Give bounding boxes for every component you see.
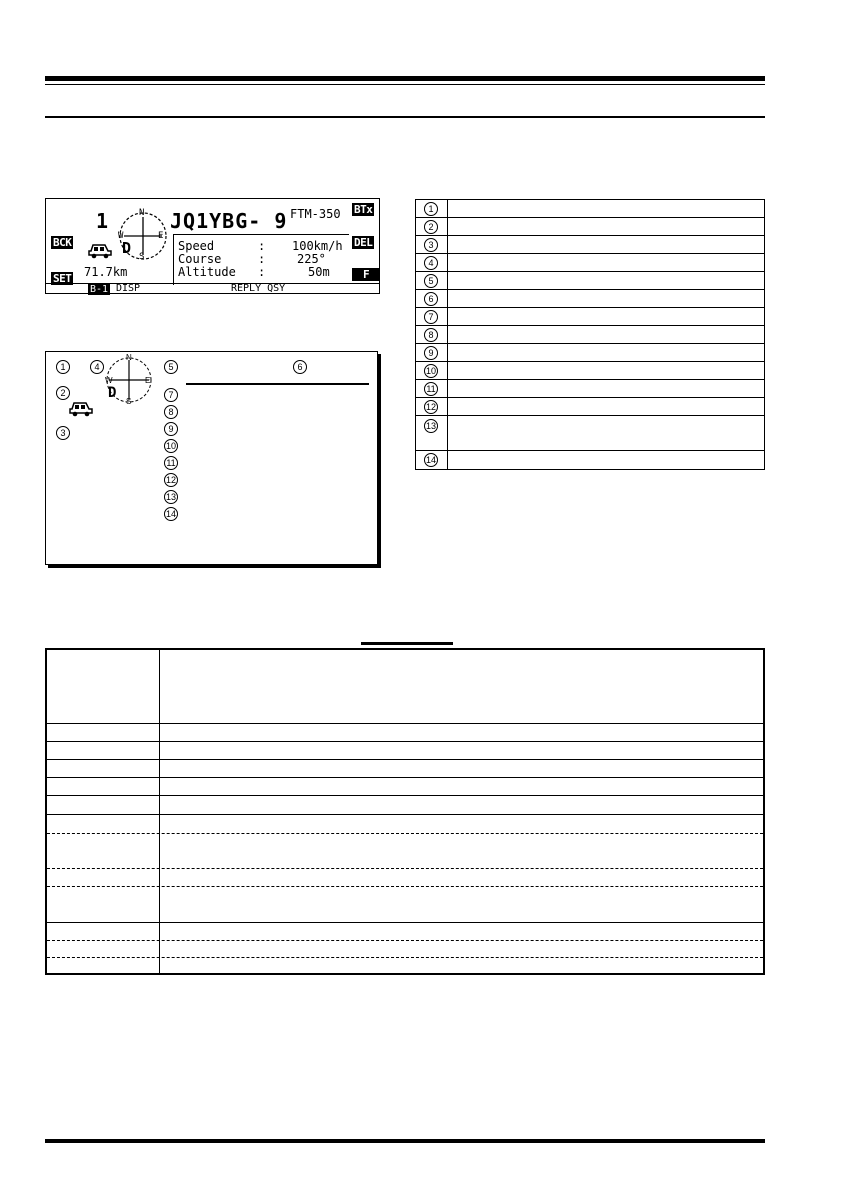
callsign: JQ1YBG- 9: [170, 209, 288, 233]
speed-label: Speed: [178, 239, 215, 253]
legend-number-11: 11: [424, 382, 438, 396]
legend-number-8: 8: [424, 328, 438, 342]
legend-number-7: 7: [424, 310, 438, 324]
section-rule: [45, 116, 765, 118]
diagram-marker-11: 11: [164, 456, 178, 470]
diagram-marker-9: 9: [164, 422, 178, 436]
table-row-line: [47, 922, 763, 923]
diagram-marker-2: 2: [56, 386, 70, 400]
legend-number-5: 5: [424, 274, 438, 288]
diagram-marker-5: 5: [164, 360, 178, 374]
distance: 71.7km: [84, 265, 128, 279]
legend-row: [416, 451, 764, 469]
table-row-dashed-line: [47, 886, 763, 887]
altitude-sep: :: [258, 265, 266, 279]
legend-number-1: 1: [424, 202, 438, 216]
legend-number-13: 13: [425, 421, 436, 431]
table-row-line: [47, 723, 763, 724]
diagram-compass-n: N: [126, 353, 132, 362]
table-column-divider: [159, 650, 160, 973]
legend-number-6: 6: [424, 292, 438, 306]
f-key[interactable]: F: [352, 268, 380, 281]
course-value: 225°: [297, 252, 326, 266]
page-chip[interactable]: B-1: [90, 284, 109, 295]
legend-row: [416, 380, 764, 398]
bck-key[interactable]: BCK: [53, 236, 72, 249]
diagram-compass-e: E: [145, 376, 151, 385]
footer-rule: [45, 1139, 765, 1143]
reply-qsy-softkey[interactable]: REPLY QSY: [231, 283, 286, 294]
diagram-marker-14: 14: [165, 509, 176, 519]
compass-n: N: [139, 208, 145, 218]
legend-row: [416, 254, 764, 272]
legend-row: [416, 362, 764, 380]
car-icon: [69, 401, 93, 417]
speed-sep: :: [258, 239, 266, 253]
table-row-line: [47, 777, 763, 778]
diagram-compass-s: S: [126, 397, 132, 406]
diagram-marker-3: 3: [56, 426, 70, 440]
legend-row: [416, 344, 764, 362]
diagram-d-mark: D: [108, 385, 117, 401]
speed-value: 100km/h: [292, 239, 343, 253]
compass-w: W: [118, 231, 124, 241]
legend-row: [416, 326, 764, 344]
table-row-dashed-line: [47, 940, 763, 941]
disp-softkey[interactable]: DISP: [116, 283, 141, 294]
altitude-value: 50m: [308, 265, 330, 279]
table-row-dashed-line: [47, 868, 763, 869]
legend-table: [415, 199, 765, 470]
info-panel: [173, 234, 349, 285]
header-rule-thin: [45, 84, 765, 85]
legend-row: [416, 290, 764, 308]
legend-row: [416, 308, 764, 326]
diagram-marker-1: 1: [56, 360, 70, 374]
table-row-dashed-line: [47, 833, 763, 834]
legend-row: [416, 200, 764, 218]
legend-number-10: 10: [425, 366, 436, 376]
d-mark: D: [122, 239, 132, 257]
header-rule-thick: [45, 76, 765, 81]
model-name: FTM-350: [290, 207, 341, 221]
legend-row: [416, 236, 764, 254]
table-row-line: [47, 741, 763, 742]
diagram-divider: [186, 383, 369, 385]
legend-number-2: 2: [424, 220, 438, 234]
car-icon: [88, 243, 112, 259]
del-key[interactable]: DEL: [354, 236, 373, 249]
compass-s: S: [139, 252, 145, 262]
lcd-screen: [45, 198, 380, 294]
diagram-marker-12: 12: [165, 475, 176, 485]
legend-row: [416, 218, 764, 236]
diagram-marker-7: 7: [164, 388, 178, 402]
table-row-line: [47, 795, 763, 796]
legend-row: [416, 398, 764, 416]
legend-number-12: 12: [425, 402, 436, 412]
diagram-marker-8: 8: [164, 405, 178, 419]
diagram-marker-10: 10: [165, 441, 176, 451]
diagram-marker-6: 6: [293, 360, 307, 374]
table-title-underline: [361, 642, 453, 645]
station-number: 1: [96, 209, 110, 233]
set-key[interactable]: SET: [53, 272, 72, 285]
table-row-line: [47, 759, 763, 760]
legend-number-14: 14: [425, 455, 436, 465]
lcd-bottom-bar: [46, 283, 379, 294]
diagram-marker-4: 4: [90, 360, 104, 374]
btx-key[interactable]: BTx: [354, 203, 373, 216]
table-row-dashed-line: [47, 957, 763, 958]
diagram-marker-13: 13: [165, 492, 176, 502]
legend-number-9: 9: [424, 346, 438, 360]
legend-number-4: 4: [424, 256, 438, 270]
symbol-table: [45, 648, 765, 975]
altitude-label: Altitude: [178, 265, 236, 279]
course-label: Course: [178, 252, 222, 266]
position-diagram: [45, 351, 378, 565]
compass-e: E: [158, 231, 164, 241]
legend-row: [416, 272, 764, 290]
legend-number-3: 3: [424, 238, 438, 252]
table-row-line: [47, 814, 763, 815]
course-sep: :: [258, 252, 266, 266]
diagram-compass-w: W: [105, 376, 113, 385]
legend-row: [416, 416, 764, 451]
